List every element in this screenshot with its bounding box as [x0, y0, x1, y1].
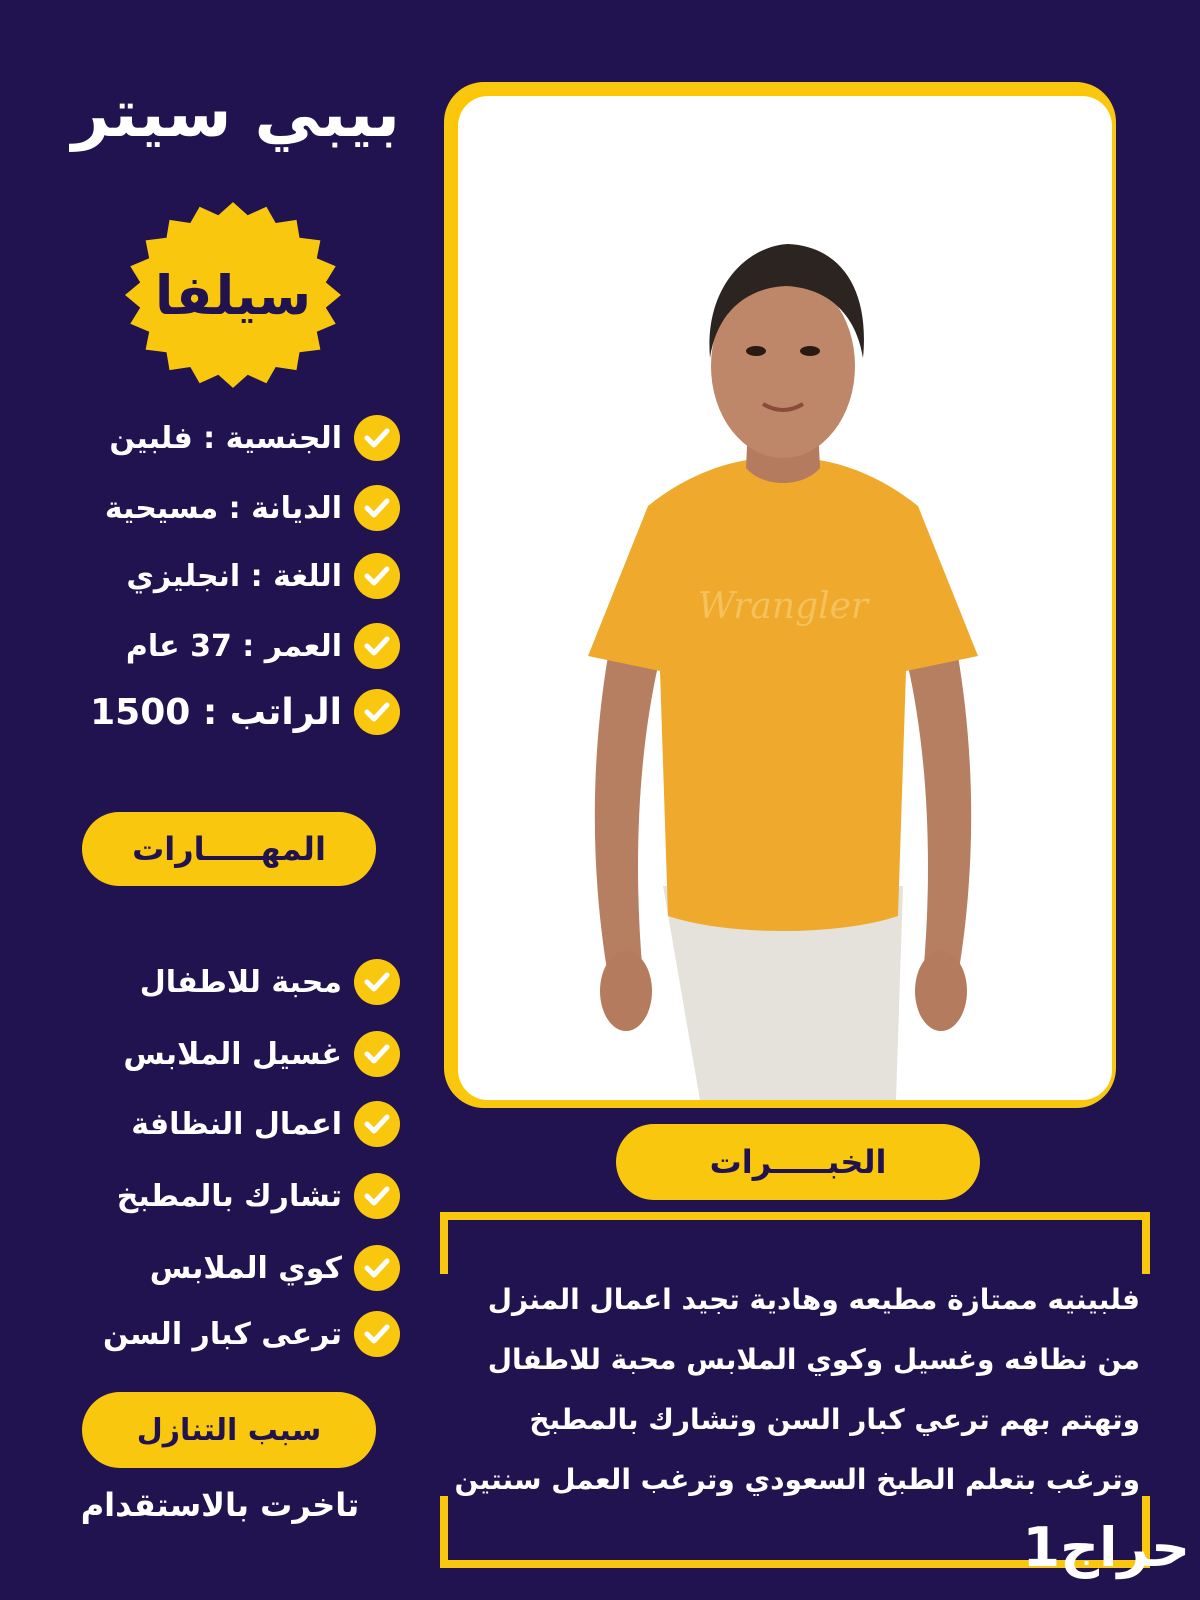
- watermark-logo: حراج1: [1022, 1516, 1190, 1579]
- check-icon: [354, 1311, 400, 1357]
- candidate-name: سيلفا: [154, 263, 312, 327]
- page-title: بيبي سيتر: [71, 75, 400, 152]
- candidate-photo: [458, 96, 1112, 1100]
- skill-text: تشارك بالمطبخ: [116, 1178, 342, 1214]
- skill-row: [60, 1030, 400, 1078]
- skill-row: [60, 958, 400, 1006]
- skill-row: [60, 1244, 400, 1292]
- skill-row: [60, 1310, 400, 1358]
- check-icon: [354, 1245, 400, 1291]
- skill-row: [60, 1172, 400, 1220]
- info-row-religion: [60, 484, 400, 532]
- info-text: الجنسية : فلبين: [109, 420, 342, 456]
- experience-line: وترغب بتعلم الطبخ السعودي وترغب العمل سنتين: [454, 1463, 1140, 1496]
- check-icon: [354, 689, 400, 735]
- check-icon: [354, 553, 400, 599]
- name-badge: [122, 202, 344, 388]
- info-row-nationality: [60, 414, 400, 462]
- check-icon: [354, 1101, 400, 1147]
- check-icon: [354, 1031, 400, 1077]
- info-text: الراتب : 1500: [90, 691, 342, 733]
- skill-text: محبة للاطفال: [139, 964, 342, 1000]
- experience-line: من نظافه وغسيل وكوي الملابس محبة للاطفال: [487, 1343, 1140, 1376]
- reason-heading: سبب التنازل: [82, 1392, 376, 1468]
- info-text: الديانة : مسيحية: [104, 490, 342, 526]
- experience-heading: الخبـــــرات: [616, 1124, 980, 1200]
- reason-text: تاخرت بالاستقدام: [80, 1486, 360, 1524]
- shirt-logo: Wrangler: [697, 586, 869, 627]
- experience-text: [448, 1270, 1140, 1510]
- info-text: العمر : 37 عام: [125, 628, 342, 664]
- check-icon: [354, 485, 400, 531]
- info-row-salary: [60, 688, 400, 736]
- skill-text: غسيل الملابس: [123, 1036, 342, 1072]
- check-icon: [354, 623, 400, 669]
- check-icon: [354, 1173, 400, 1219]
- info-row-language: [60, 552, 400, 600]
- check-icon: [354, 959, 400, 1005]
- info-text: اللغة : انجليزي: [126, 558, 342, 594]
- check-icon: [354, 415, 400, 461]
- info-row-age: [60, 622, 400, 670]
- skill-text: اعمال النظافة: [131, 1106, 342, 1142]
- skill-row: [60, 1100, 400, 1148]
- experience-line: وتهتم بهم ترعي كبار السن وتشارك بالمطبخ: [529, 1403, 1140, 1436]
- skill-text: كوي الملابس: [149, 1250, 342, 1286]
- skills-heading: المهـــــارات: [82, 812, 376, 886]
- experience-line: فلبينيه ممتازة مطيعه وهادية تجيد اعمال المنزل: [487, 1283, 1140, 1316]
- skill-text: ترعى كبار السن: [103, 1316, 342, 1352]
